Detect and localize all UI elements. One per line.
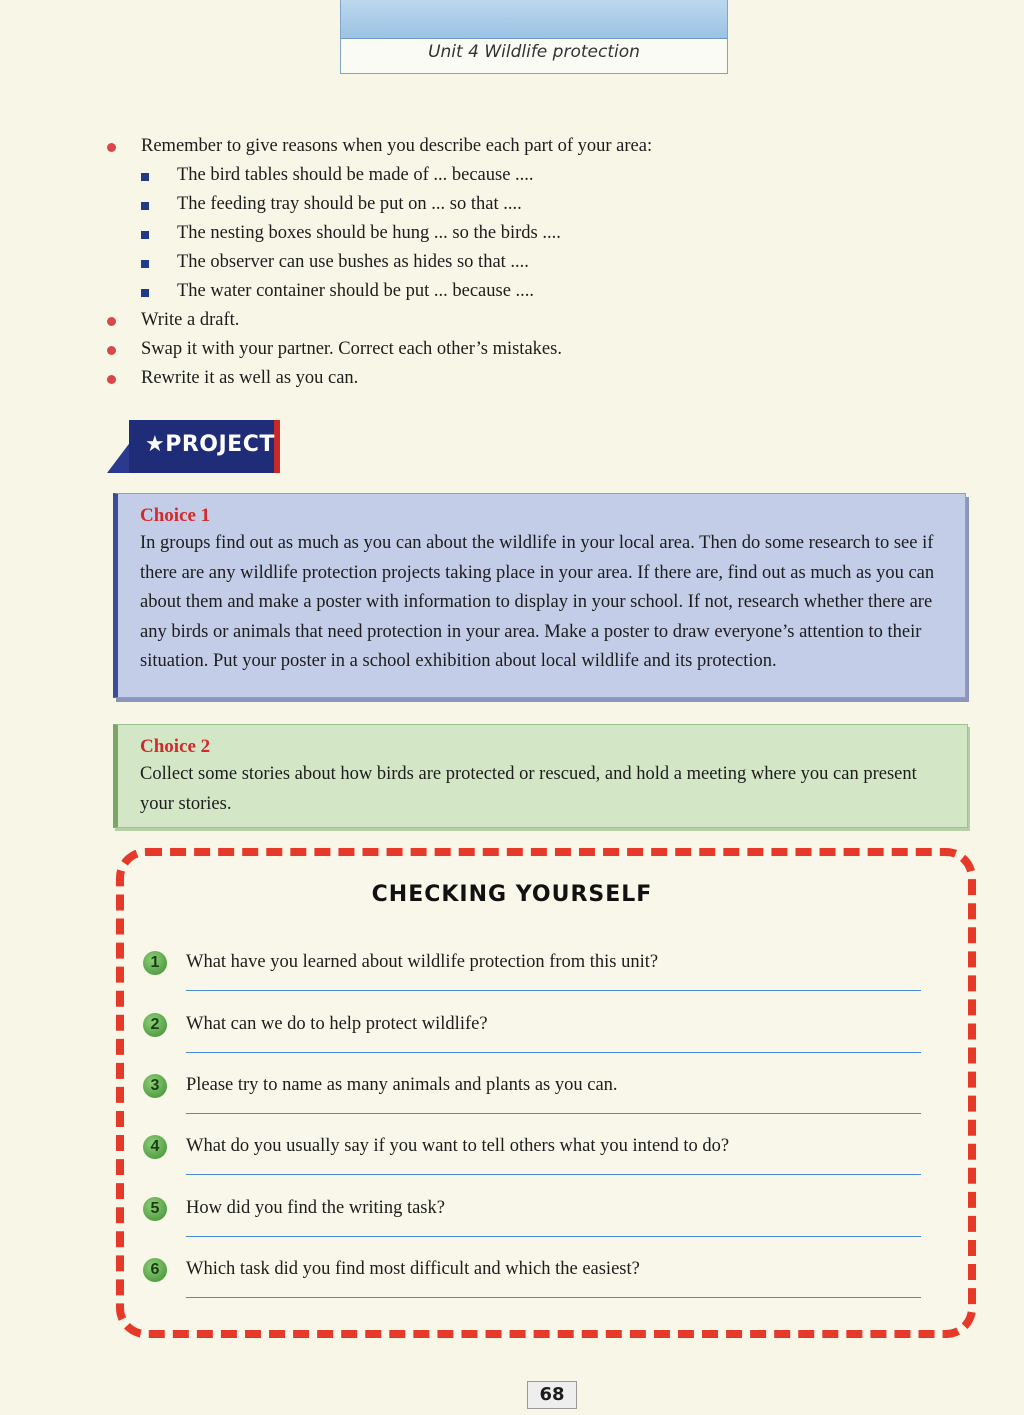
checking-yourself-title: CHECKING YOURSELF xyxy=(371,882,653,907)
project-label: ★PROJECT xyxy=(145,432,275,457)
answer-line[interactable] xyxy=(186,1174,921,1175)
sub-list-item: The bird tables should be made of ... because .... xyxy=(105,161,805,190)
bullet-icon xyxy=(107,375,116,384)
question-item xyxy=(143,1254,923,1294)
number-badge-icon: 1 xyxy=(143,951,167,975)
answer-line[interactable] xyxy=(186,1052,921,1053)
question-text: What have you learned about wildlife protection from this unit? xyxy=(186,952,659,972)
choice-2-box xyxy=(113,724,968,828)
bullet-icon xyxy=(107,346,116,355)
choice-1-title: Choice 1 xyxy=(140,505,211,526)
choice-1-text: In groups find out as much as you can about the wildlife in your local area. Then do some research to see if there are any wildlife protection projects taking place in your area. If there are, find out as much as you can about them and make a poster with information to display in your school. If not, research whether there are any birds or animals that need protection in your area. Make a poster to draw everyone’s attention to their situation. Put your poster in a school exhibition about local wildlife and its protection. xyxy=(140,533,935,671)
choice-1-box xyxy=(113,493,966,698)
number-badge-icon: 2 xyxy=(143,1013,167,1037)
sub-list-item: The nesting boxes should be hung ... so the birds .... xyxy=(105,219,805,248)
answer-line[interactable] xyxy=(186,1236,921,1237)
sub-list-item: The observer can use bushes as hides so that .... xyxy=(105,248,805,277)
square-bullet-icon xyxy=(141,260,149,268)
question-text: Please try to name as many animals and plants as you can. xyxy=(186,1075,618,1095)
square-bullet-icon xyxy=(141,231,149,239)
question-text: What do you usually say if you want to tell others what you intend to do? xyxy=(186,1136,730,1156)
choice-2-text: Collect some stories about how birds are protected or rescued, and hold a meeting where you can present your stories. xyxy=(140,764,917,814)
writing-tips-list xyxy=(105,132,805,393)
page-number: 68 xyxy=(527,1381,577,1409)
unit-title: Unit 4 Wildlife protection xyxy=(428,42,640,62)
sub-list-item: The feeding tray should be put on ... so that .... xyxy=(105,190,805,219)
question-item xyxy=(143,1193,923,1233)
answer-line[interactable] xyxy=(186,1113,921,1114)
question-text: What can we do to help protect wildlife? xyxy=(186,1014,488,1034)
square-bullet-icon xyxy=(141,202,149,210)
question-item xyxy=(143,947,923,987)
bullet-icon xyxy=(107,317,116,326)
choice-2-title: Choice 2 xyxy=(140,736,211,757)
number-badge-icon: 4 xyxy=(143,1135,167,1159)
question-text: Which task did you find most difficult and which the easiest? xyxy=(186,1259,640,1279)
project-banner xyxy=(107,420,280,473)
number-badge-icon: 3 xyxy=(143,1074,167,1098)
sub-list-item: The water container should be put ... because .... xyxy=(105,277,805,306)
answer-line[interactable] xyxy=(186,1297,921,1298)
question-item xyxy=(143,1009,923,1049)
number-badge-icon: 6 xyxy=(143,1258,167,1282)
question-item xyxy=(143,1070,923,1110)
header-water-image xyxy=(341,0,727,39)
list-item xyxy=(105,132,805,161)
square-bullet-icon xyxy=(141,289,149,297)
question-item xyxy=(143,1131,923,1171)
tips-intro: Remember to give reasons when you describe each part of your area: xyxy=(141,136,653,156)
list-item: Write a draft. xyxy=(105,306,805,335)
number-badge-icon: 5 xyxy=(143,1197,167,1221)
list-item: Swap it with your partner. Correct each other’s mistakes. xyxy=(105,335,805,364)
bullet-icon xyxy=(107,143,116,152)
unit-header xyxy=(340,0,728,74)
answer-line[interactable] xyxy=(186,990,921,991)
question-text: How did you find the writing task? xyxy=(186,1198,445,1218)
square-bullet-icon xyxy=(141,173,149,181)
list-item: Rewrite it as well as you can. xyxy=(105,364,805,393)
